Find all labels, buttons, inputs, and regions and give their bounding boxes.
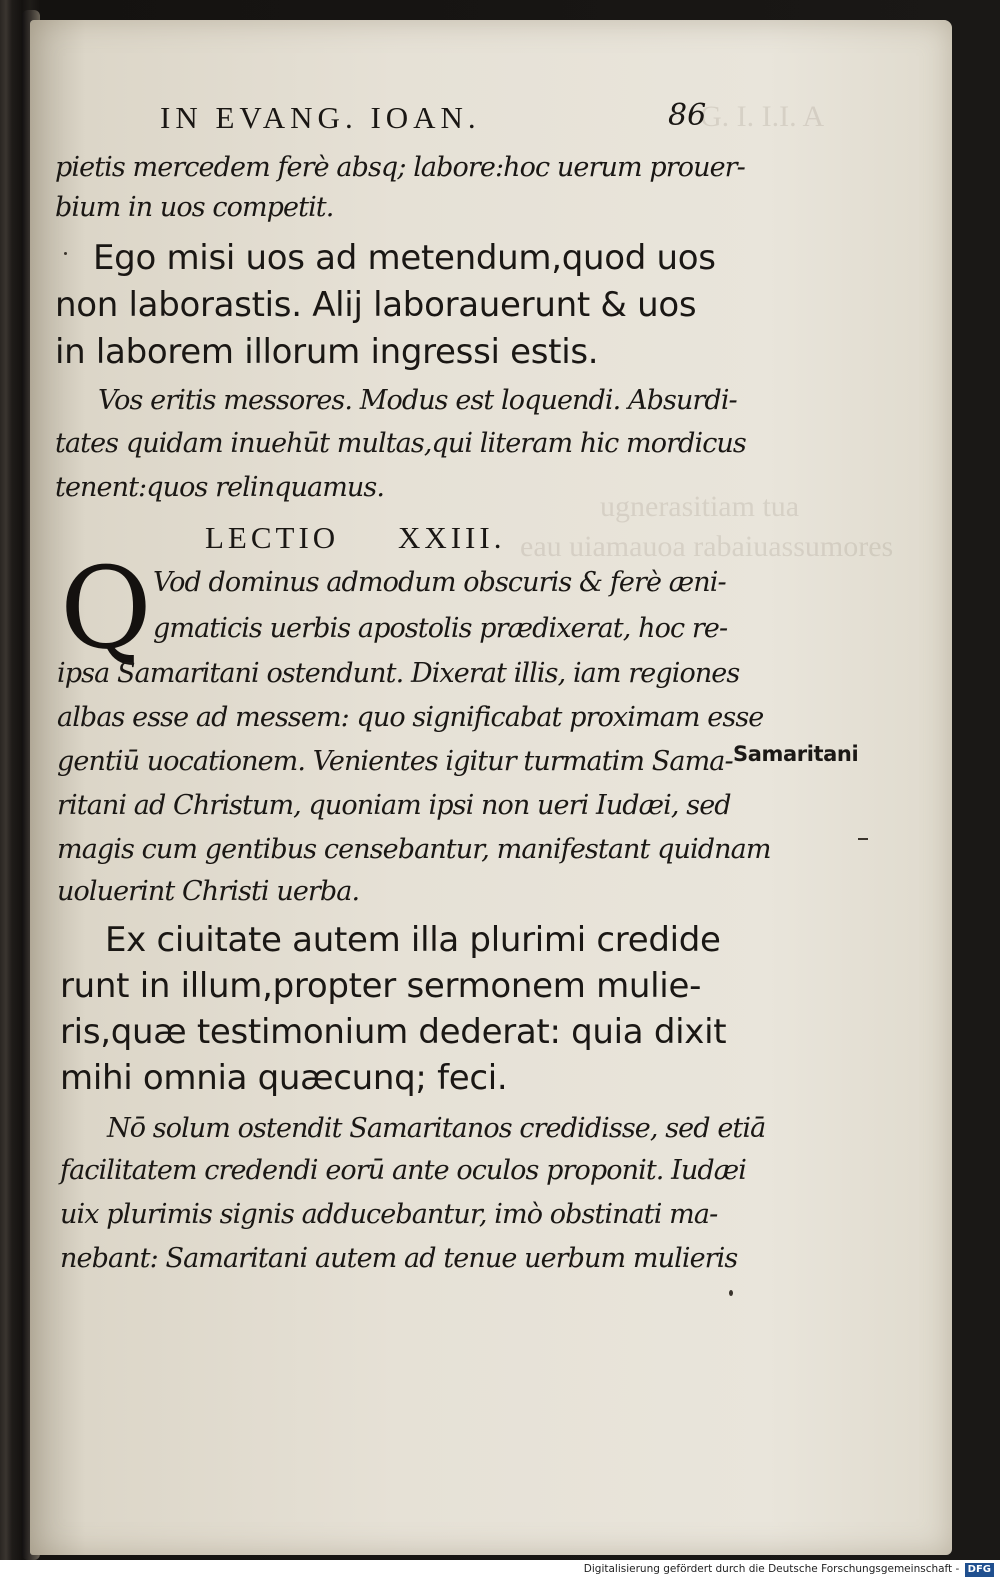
show-through: eau uiamauoa rabaiuassumores [520, 530, 894, 563]
verse-line: non laborastis. Alij laborauerunt & uos [55, 285, 697, 325]
verse-line: mihi omnia quæcunq; feci. [60, 1058, 508, 1098]
text-line: magis cum gentibus censebantur, manifestant quidnam [57, 834, 771, 865]
verse-line: ris,quæ testimonium dederat: quia dixit [60, 1012, 727, 1052]
text-line: pietis mercedem ferè absq; labore:hoc uerum prouer- [55, 152, 745, 183]
show-through: G. I. I.I. A [700, 100, 825, 133]
verse-line: runt in illum,propter sermonem mulie- [60, 966, 702, 1006]
text-line: gmaticis uerbis apostolis prædixerat, hoc re- [153, 613, 728, 644]
section-heading: LECTIO XXIII. [205, 520, 506, 555]
digitization-footer [0, 1560, 1000, 1578]
footer-text: Digitalisierung gefördert durch die Deutsche Forschungsgemeinschaft - [583, 1563, 960, 1575]
show-through: ugnerasitiam tua [600, 490, 800, 523]
text-line: albas esse ad messem: quo significabat proximam esse [57, 702, 764, 733]
text-line: nebant: Samaritani autem ad tenue uerbum mulieris [60, 1243, 738, 1274]
dfg-logo: DFG [965, 1563, 994, 1577]
ink-speck [729, 1290, 733, 1296]
text-line: tates quidam inuehūt multas,qui literam hic mordicus [55, 428, 746, 459]
text-line: Vod dominus admodum obscuris & ferè æni- [153, 567, 726, 598]
text-line: gentiū uocationem. Venientes igitur turmatim Sama- [57, 746, 733, 777]
text-line: Vos eritis messores. Modus est loquendi. Absurdi- [98, 385, 737, 416]
text-line: uix plurimis signis adducebantur, imò obstinati ma- [60, 1199, 718, 1230]
text-line: ritani ad Christum, quoniam ipsi non ueri Iudæi, sed [57, 790, 731, 821]
page-number: 86 [668, 98, 707, 133]
text-line: facilitatem credendi eorū ante oculos proponit. Iudæi [60, 1155, 747, 1186]
running-title: IN EVANG. IOAN. [160, 100, 481, 135]
text-line: Nō solum ostendit Samaritanos credidisse, sed etiā [107, 1113, 766, 1144]
ink-speck [64, 252, 67, 255]
verse-line: in laborem illorum ingressi estis. [55, 332, 599, 372]
text-line: ipsa Samaritani ostendunt. Dixerat illis, iam regiones [57, 658, 740, 689]
margin-mark [858, 838, 868, 840]
margin-note: Samaritani [733, 742, 859, 766]
drop-capital: Q [60, 544, 152, 674]
text-line: bium in uos competit. [55, 192, 334, 223]
text-line: uoluerint Christi uerba. [57, 876, 360, 907]
text-line: tenent:quos relinquamus. [55, 472, 385, 503]
running-header [160, 98, 707, 136]
verse-line: Ex ciuitate autem illa plurimi credide [105, 920, 721, 960]
verse-line: Ego misi uos ad metendum,quod uos [93, 238, 716, 278]
